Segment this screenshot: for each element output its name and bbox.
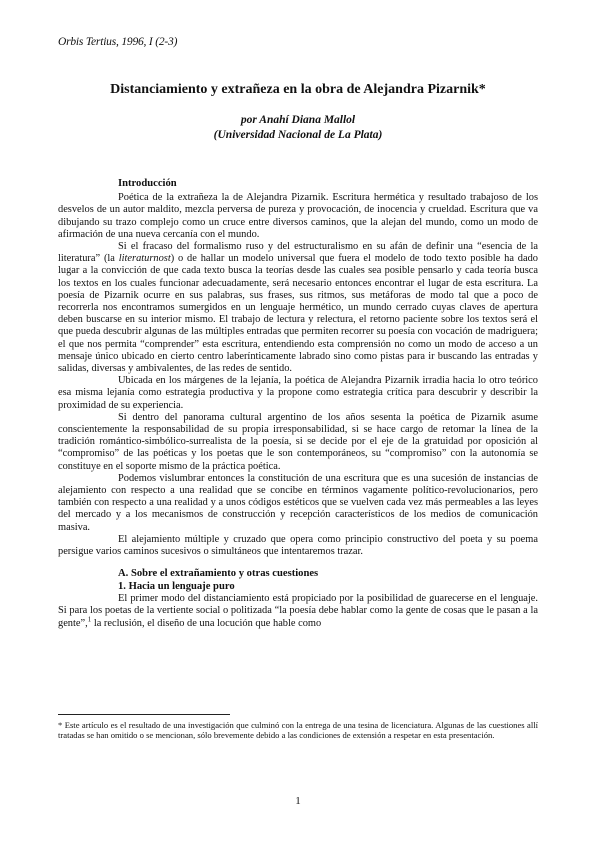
- paragraph: [58, 593, 538, 630]
- paragraph: [58, 473, 538, 534]
- footnote: * Este artículo es el resultado de una investigación que culminó con la entrega de una tesina de licenciatura. Algunas de las cuestiones allí tratadas se han omitido o se mencionan, sólo brevemente debido a las condiciones de extensión a respetar en esta presentación.: [58, 720, 538, 741]
- paragraph-text: ) o de hallar un modelo universal que fuera el modelo de todo texto posible ha dado lugar a la convicción de que cada texto busca la teorías desde las cuales sea posible pensarlo y cada teoría busca los textos en los cuales funcionar adecuadamente, será necesario entonces encontrar el lugar de esta escritura. La poesía de Pizarnik ocurre en sus palabras, sus frases, sus ritmos, sus metáforas de modo tal que a poco de recorrerla nos encontramos sumergidos en un lenguaje hermético, un mundo cerrado cuyas claves de apertura deben buscarse en su interior mismo. El trabajo de lectura y relectura, el retorno paciente sobre los textos será el que pueda descubrir algunas de las múltiples entradas que permiten recorrer su poesía con vocación de madriguera; el que nos permita “comprender” esta escritura, entendiendo esta comprensión no como un modo de acceso a un mensaje único ubicado en cierto centro laberínticamente labrado sino como pistas para ir buscando las entradas y salidas, diversas y ambivalentes, de las redes de sentido.: [58, 253, 538, 375]
- footnote-reference[interactable]: 1: [87, 615, 92, 624]
- author-name: por Anahí Diana Mallol: [240, 114, 356, 126]
- footnote-divider: [58, 714, 230, 715]
- page-number: 1: [295, 795, 301, 807]
- italic-term: literaturnost: [118, 253, 171, 265]
- paragraph-text: El alejamiento múltiple y cruzado que opera como principio constructivo del poeta y su poema persigue varios caminos sucesivos o simultáneos que intentaremos trazar.: [58, 533, 538, 558]
- paragraph-text: El primer modo del distanciamiento está propiciado por la posibilidad de guarecerse en el lenguaje. Si para los poetas de la vertiente social o politizada “la poesía debe hablar como la gente de cosas que le pasan a la gente”,: [58, 593, 538, 629]
- spacer: [58, 558, 538, 568]
- paragraph: [58, 534, 538, 558]
- paragraph-text: la reclusión, el diseño de una locución que hable como: [91, 617, 322, 629]
- paragraph: [58, 412, 538, 473]
- section-heading: A. Sobre el extrañamiento y otras cuestiones: [118, 568, 319, 580]
- paragraph: [58, 375, 538, 412]
- paragraph-text: Ubicada en los márgenes de la lejanía, la poética de Alejandra Pizarnik irradia hacia lo otro teórico esa misma lejanía como estrategia productiva y la propone como estrategia crítica para descubrir y describir la proximidad de su experiencia.: [58, 375, 538, 411]
- journal-header: Orbis Tertius, 1996, I (2-3): [58, 36, 178, 48]
- article-body: [58, 178, 538, 630]
- paragraph: [58, 192, 538, 241]
- subsection-heading: 1. Hacia un lenguaje puro: [118, 580, 235, 592]
- paragraph-text: Si dentro del panorama cultural argentino de los años sesenta la poética de Pizarnik asume conscientemente la responsabilidad de su propia irresponsabilidad, si se hace cargo de retomar la línea de la tradición romántico-simbólico-surrealista de la poesía, si se decide por el eje de la gratuidad por oposición al “compromiso” de las poéticas y los poetas que le son contemporáneos, su “compromiso” con la autonomía se constituye en el soporte mismo de la práctica poética.: [58, 411, 538, 472]
- author-block: [58, 113, 538, 143]
- paragraph-text: Podemos vislumbrar entonces la constitución de una escritura que es una sucesión de instancias de alejamiento con respecto a una realidad que se concibe en términos vagamente político-revolucionarios, pero también con respecto a una realidad y a unos códigos estéticos que se vuelven cada vez más permeables a las leyes del mercado y a los mecanismos de construcción y recepción característicos de los medios de comunicación masiva.: [58, 472, 538, 533]
- article-title: Distanciamiento y extrañeza en la obra de Alejandra Pizarnik*: [110, 82, 486, 97]
- paragraph-text: Poética de la extrañeza la de Alejandra Pizarnik. Escritura hermética y resultado trabajoso de los desvelos de un autor maldito, mezcla perversa de pureza y provocación, de inocencia y crueldad. Escritura que va dibujando su trazo complejo como un cruce entre diversos caminos, que la alejan del mundo, como un modo de afirmación de una nueva cercanía con el mundo.: [58, 192, 538, 240]
- paragraph: [58, 241, 538, 375]
- author-affiliation: (Universidad Nacional de La Plata): [213, 129, 383, 141]
- paragraph-text: Si el fracaso del formalismo ruso y del estructuralismo en su afán de definir una “esencia de la literatura” (la: [58, 241, 538, 265]
- intro-heading: Introducción: [118, 178, 177, 189]
